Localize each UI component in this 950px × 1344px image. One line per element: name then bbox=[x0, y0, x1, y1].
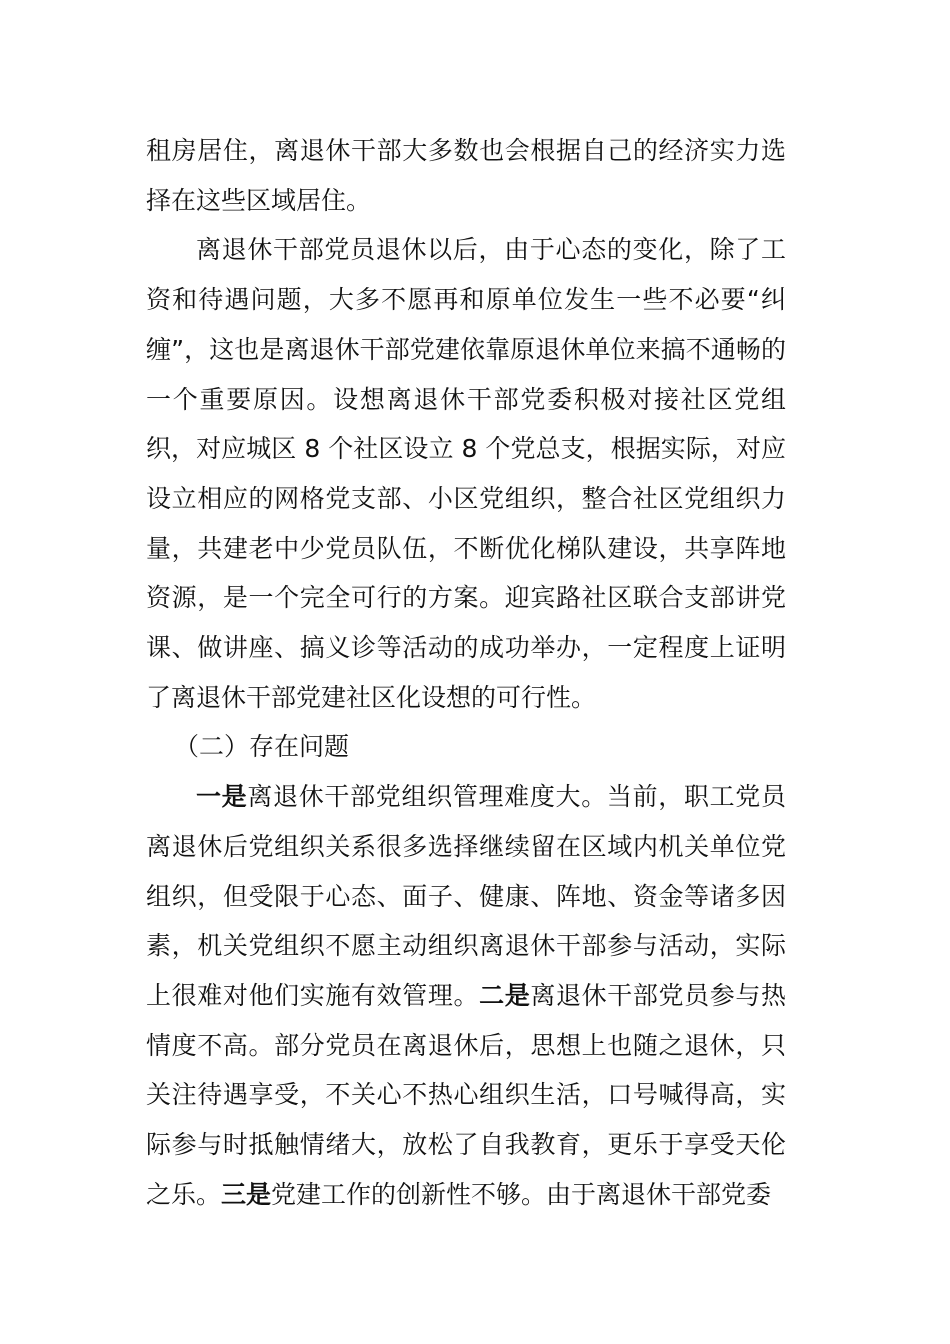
problem-two-label: 二是 bbox=[479, 980, 531, 1010]
problem-two-text: 离退休干部党员参与热情度不高。部分党员在离退休后，思想上也随之退休，只关注待遇享受，不关心不热心组织生活，口号喊得高，实际参与时抵触情绪大，放松了自我教育，更乐于享受天伦之乐。 bbox=[146, 980, 786, 1209]
section-heading-existing-problems: （二）存在问题 bbox=[174, 732, 350, 762]
paragraph-retirement-community: 离退休干部党员退休以后，由于心态的变化，除了工资和待遇问题，大多不愿再和原单位发生一些不必要“纠缠”，这也是离退休干部党建依靠原退休单位来搞不通畅的一个重要原因。设想离退休干部党委积极对接社区党组织，对应城区 8 个社区设立 8 个党总支，根据实际，对应设立相应的网格党支部、小区党组织，整合社区党组织力量，共建老中少党员队伍，不断优化梯队建设，共享阵地资源，是一个完全可行的方案。迎宾路社区联合支部讲党课、做讲座、搞义诊等活动的成功举办，一定程度上证明了离退休干部党建社区化设想的可行性。 bbox=[146, 235, 786, 712]
problem-one-label: 一是 bbox=[196, 782, 248, 812]
problem-one-text: 离退休干部党组织管理难度大。当前，职工党员离退休后党组织关系很多选择继续留在区域内机关单位党组织，但受限于心态、面子、健康、阵地、资金等诸多因素，机关党组织不愿主动组织离退休干部参与活动，实际上很难对他们实施有效管理。 bbox=[146, 782, 786, 1010]
paragraph-continuation: 租房居住，离退休干部大多数也会根据自己的经济实力选择在这些区域居住。 bbox=[146, 136, 786, 215]
document-body bbox=[146, 126, 786, 1219]
paragraph-problems-list bbox=[146, 772, 786, 1219]
problem-three-text: 党建工作的创新性不够。由于离退休干部党委 bbox=[271, 1179, 772, 1209]
problem-three-label: 三是 bbox=[221, 1179, 272, 1209]
